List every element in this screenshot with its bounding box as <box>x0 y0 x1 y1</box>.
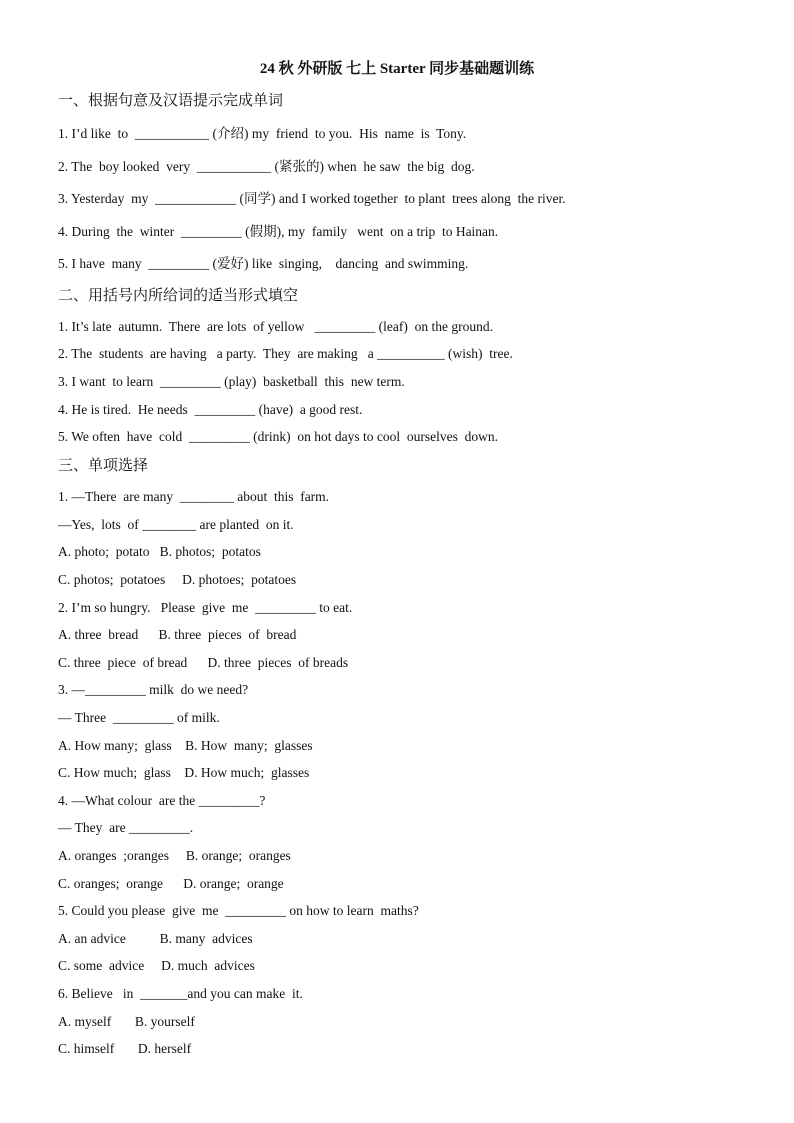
option-line: C. three piece of bread D. three pieces of breads <box>58 655 349 670</box>
question-line: —Yes, lots of ________ are planted on it. <box>58 517 294 532</box>
option-line: C. some advice D. much advices <box>58 958 255 973</box>
option-line: A. an advice B. many advices <box>58 931 253 946</box>
question-line: — Three _________ of milk. <box>58 710 220 725</box>
question-line: 3. Yesterday my ____________ (同学) and I worked together to plant trees along the river. <box>58 191 566 206</box>
option-line: C. photos; potatoes D. photoes; potatoes <box>58 572 297 587</box>
question-line: 3. I want to learn _________ (play) basketball this new term. <box>58 374 405 389</box>
option-line: A. How many; glass B. How many; glasses <box>58 738 313 753</box>
question-line: 1. I’d like to ___________ (介绍) my friend to you. His name is Tony. <box>58 126 467 141</box>
option-line: C. How much; glass D. How much; glasses <box>58 765 310 780</box>
question-line: 2. I’m so hungry. Please give me _________ to eat. <box>58 600 353 615</box>
question-line: 6. Believe in _______and you can make it. <box>58 986 303 1001</box>
question-line: 4. —What colour are the _________? <box>58 793 266 808</box>
section-heading: 三、单项选择 <box>58 456 149 474</box>
question-line: 2. The students are having a party. They are making a __________ (wish) tree. <box>58 346 513 361</box>
option-line: C. oranges; orange D. orange; orange <box>58 876 284 891</box>
question-line: 5. Could you please give me _________ on how to learn maths? <box>58 903 419 918</box>
option-line: A. oranges ;oranges B. orange; oranges <box>58 848 291 863</box>
question-line: 1. It’s late autumn. There are lots of yellow _________ (leaf) on the ground. <box>58 319 494 334</box>
question-line: 4. He is tired. He needs _________ (have) a good rest. <box>58 402 363 417</box>
option-line: A. photo; potato B. photos; potatos <box>58 544 261 559</box>
question-line: 1. —There are many ________ about this farm. <box>58 489 330 504</box>
question-line: — They are _________. <box>58 820 194 835</box>
option-line: A. three bread B. three pieces of bread <box>58 627 297 642</box>
question-line: 5. We often have cold _________ (drink) on hot days to cool ourselves down. <box>58 429 498 444</box>
option-line: C. himself D. herself <box>58 1041 192 1056</box>
question-line: 4. During the winter _________ (假期), my family went on a trip to Hainan. <box>58 224 499 239</box>
question-line: 5. I have many _________ (爱好) like singing, dancing and swimming. <box>58 256 469 271</box>
page-title: 24 秋 外研版 七上 Starter 同步基础题训练 <box>259 61 535 77</box>
question-line: 2. The boy looked very ___________ (紧张的) when he saw the big dog. <box>58 159 475 174</box>
section-heading: 二、用括号内所给词的适当形式填空 <box>58 286 299 304</box>
section-heading: 一、根据句意及汉语提示完成单词 <box>58 91 284 109</box>
question-line: 3. —_________ milk do we need? <box>58 682 249 697</box>
option-line: A. myself B. yourself <box>58 1014 195 1029</box>
